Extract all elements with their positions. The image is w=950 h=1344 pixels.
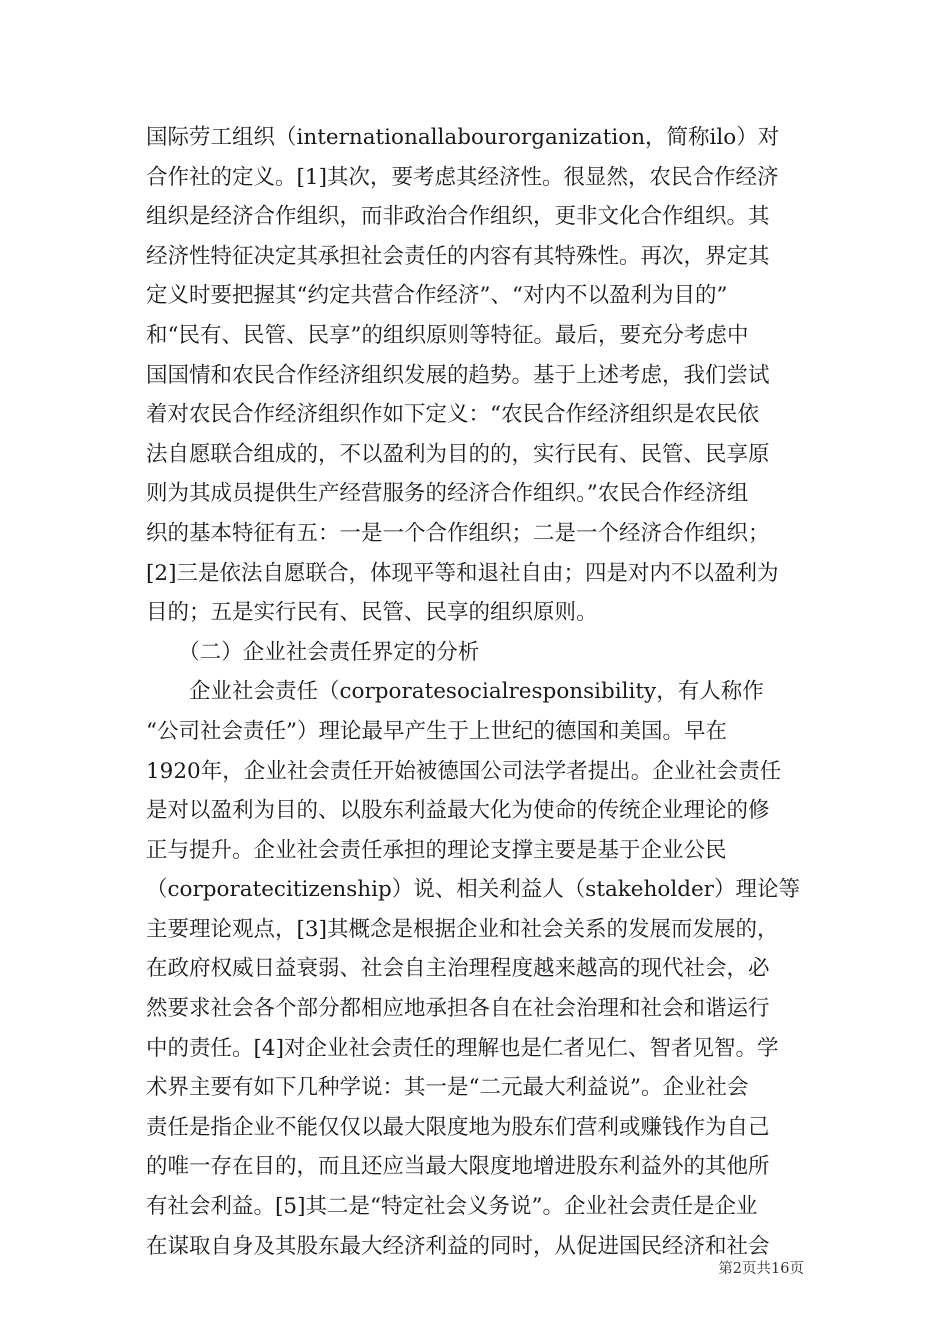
text-line: 目的；五是实行民有、民管、民享的组织原则。	[146, 600, 598, 626]
text-line: 着对农民合作经济组织作如下定义：“农民合作经济组织是农民依	[146, 402, 759, 428]
text-line: 是对以盈利为目的、以股东利益最大化为使命的传统企业理论的修	[146, 798, 770, 824]
text-line: 则为其成员提供生产经营服务的经济合作组织。”农民合作经济组	[146, 481, 749, 507]
text-line: 国国情和农民合作经济组织发展的趋势。基于上述考虑，我们尝试	[146, 362, 770, 388]
text-line: 的唯一存在目的，而且还应当最大限度地增进股东利益外的其他所	[146, 1154, 770, 1180]
text-line: 织的基本特征有五：一是一个合作组织；二是一个经济合作组织；	[146, 520, 770, 546]
text-line: 和“民有、民管、民享”的组织原则等特征。最后，要充分考虑中	[146, 322, 749, 348]
page-number-footer: 第2页共16页	[718, 1261, 804, 1277]
text-line: 有社会利益。[5]其二是“特定社会义务说”。企业社会责任是企业	[146, 1194, 758, 1220]
body-text	[146, 118, 806, 1266]
text-line: 组织是经济合作组织，而非政治合作组织，更非文化合作组织。其	[146, 204, 770, 230]
text-line: 国际劳工组织（internationallabourorganization，简称ilo）对	[146, 125, 780, 150]
text-line: 在谋取自身及其股东最大经济利益的同时，从促进国民经济和社会	[146, 1233, 770, 1259]
text-line: 术界主要有如下几种学说：其一是“二元最大利益说”。企业社会	[146, 1075, 749, 1101]
text-line: （corporatecitizenship）说、相关利益人（stakeholder）理论等	[146, 877, 800, 903]
text-line: “公司社会责任”）理论最早产生于上世纪的德国和美国。早在	[146, 718, 727, 744]
section-heading: （二）企业社会责任界定的分析	[146, 639, 480, 665]
text-line: 然要求社会各个部分都相应地承担各自在社会治理和社会和谐运行	[146, 996, 770, 1022]
text-line: 正与提升。企业社会责任承担的理论支撑主要是基于企业公民	[146, 837, 727, 863]
text-line: 经济性特征决定其承担社会责任的内容有其特殊性。再次，界定其	[146, 243, 770, 269]
text-line: 1920年，企业社会责任开始被德国公司法学者提出。企业社会责任	[146, 758, 782, 784]
text-line: 主要理论观点，[3]其概念是根据企业和社会关系的发展而发展的，	[146, 916, 779, 942]
text-line: 企业社会责任（corporatesocialresponsibility，有人称作	[146, 679, 764, 705]
text-line: [2]三是依法自愿联合，体现平等和退社自由；四是对内不以盈利为	[146, 560, 779, 586]
text-line: 责任是指企业不能仅仅以最大限度地为股东们营利或赚钱作为自己	[146, 1114, 770, 1140]
text-line: 定义时要把握其“约定共营合作经济”、“对内不以盈利为目的”	[146, 283, 728, 309]
text-line: 中的责任。[4]对企业社会责任的理解也是仁者见仁、智者见智。学	[146, 1035, 779, 1061]
text-line: 合作社的定义。[1]其次，要考虑其经济性。很显然，农民合作经济	[146, 164, 779, 190]
text-line: 在政府权威日益衰弱、社会自主治理程度越来越高的现代社会，必	[146, 956, 770, 982]
text-line: 法自愿联合组成的，不以盈利为目的的，实行民有、民管、民享原	[146, 441, 770, 467]
